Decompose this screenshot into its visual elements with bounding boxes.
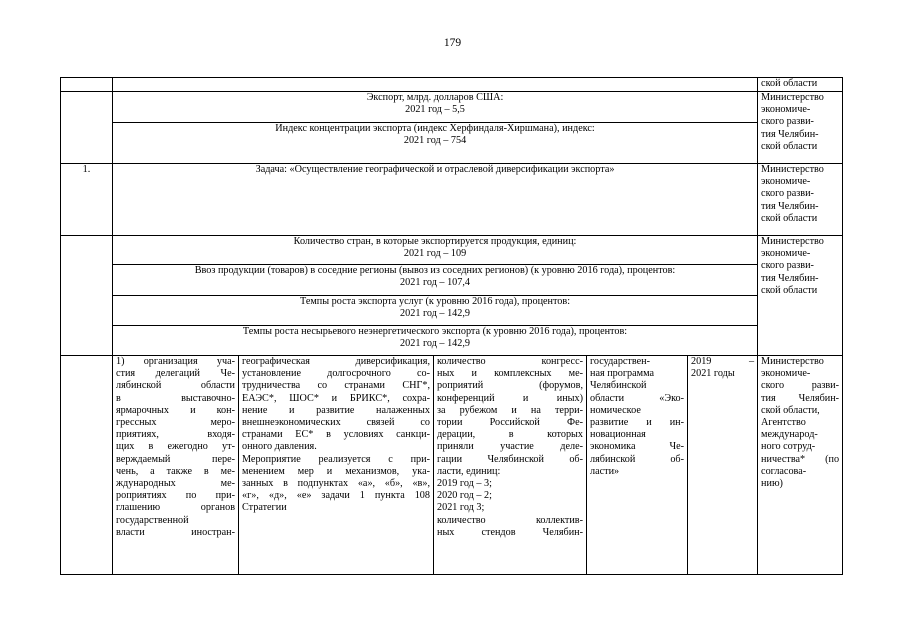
- indicator-label: Количество стран, в которые экспортируется продукция, единиц:: [293, 236, 577, 247]
- indicator-value: 2021 год – 142,9: [400, 338, 470, 350]
- indicator-label: Темпы роста экспорта услуг (к уровню 2016 года), процентов:: [299, 296, 571, 307]
- text-line: грессных меро-: [116, 417, 235, 429]
- indicator-cell: [113, 296, 758, 326]
- top-right-text: ской области: [761, 78, 818, 89]
- indicator-value: 2021 год – 142,9: [400, 308, 470, 320]
- text-line: щих в ежегодно ут-: [116, 441, 235, 453]
- text-line: ЕАЭС*, ШОС* и БРИКС*, сохра-: [242, 392, 430, 404]
- text-line: ничества* (по: [761, 453, 840, 465]
- ministry-line: экономиче-: [761, 248, 811, 260]
- ministry-line: ского разви-: [761, 188, 814, 200]
- text-line: конференций и иных): [437, 392, 583, 404]
- measure-period: [688, 356, 758, 575]
- text-line: Агентство: [761, 417, 806, 429]
- table-row: [61, 78, 843, 92]
- text-line: лябинской области: [116, 380, 235, 392]
- text-line: Челябинской: [590, 380, 647, 392]
- text-line: развитие и ин-: [590, 417, 684, 429]
- text-line: 2021 год 3;: [437, 502, 485, 514]
- text-line: в выставочно-: [116, 392, 235, 404]
- table-cell: [113, 78, 758, 92]
- text-line: странами ЕС* в условиях санкци-: [242, 429, 430, 441]
- strategy-table: [60, 77, 843, 575]
- text-line: тории Российской Фе-: [437, 417, 583, 429]
- text-line: 1) организация уча-: [116, 356, 235, 367]
- text-line: власти иностран-: [116, 526, 235, 538]
- table-row: [61, 356, 843, 575]
- text-line: приняли участие деле-: [437, 441, 583, 453]
- indicator-value: 2021 год – 109: [403, 248, 467, 260]
- table-row: [61, 123, 843, 164]
- text-line: ского разви-: [761, 380, 840, 392]
- ministry-line: тия Челябин-: [761, 272, 819, 284]
- table-row: [61, 92, 843, 123]
- table-cell: [61, 356, 113, 575]
- text-line: ных и комплексных ме-: [437, 368, 583, 380]
- text-line: номическое: [590, 404, 641, 416]
- measure-name: [113, 356, 239, 575]
- table-row: [61, 326, 843, 356]
- text-line: ласти»: [590, 465, 620, 477]
- ministry-line: ской области: [761, 212, 818, 224]
- table-row: [61, 236, 843, 265]
- text-line: ных стендов Челябин-: [437, 526, 583, 538]
- measure-indicator: [434, 356, 587, 575]
- text-line: ного сотруд-: [761, 441, 816, 453]
- text-line: чень, а также в ме-: [116, 465, 235, 477]
- table-row: [61, 296, 843, 326]
- task-text: Задача: «Осуществление географической и отраслевой диверсификации экспорта»: [113, 164, 758, 236]
- text-line: стия делегаций Че-: [116, 368, 235, 380]
- text-line: 2020 год – 2;: [437, 490, 492, 502]
- text-line: онного давления.: [242, 441, 317, 453]
- text-line: нение и развитие налаженных: [242, 404, 430, 416]
- text-line: количество конгресс-: [437, 356, 583, 367]
- text-line: менением мер и механизмов, ука-: [242, 465, 430, 477]
- text-line: Стратегии: [242, 502, 287, 514]
- export-label: Экспорт, млрд. долларов США:: [366, 92, 504, 103]
- text-line: нию): [761, 478, 783, 490]
- ministry-cell: [758, 236, 843, 356]
- text-line: ской области,: [761, 404, 820, 416]
- indicator-value: 2021 год – 107,4: [400, 277, 470, 289]
- ministry-line: Министерство: [761, 92, 824, 103]
- text-line: области «Эко-: [590, 392, 684, 404]
- measure-description: [239, 356, 434, 575]
- task-number: 1.: [61, 164, 113, 236]
- export-value: 2021 год – 5,5: [405, 104, 465, 116]
- ministry-line: Министерство: [761, 164, 824, 175]
- text-line: Мероприятие реализуется с при-: [242, 453, 430, 465]
- text-line: ярмарочных и кон-: [116, 404, 235, 416]
- table-cell: [61, 78, 113, 92]
- text-line: гации Челябинской об-: [437, 453, 583, 465]
- text-line: роприятиях по при-: [116, 490, 235, 502]
- text-line: 2019 –: [691, 356, 755, 367]
- ministry-line: тия Челябин-: [761, 200, 819, 212]
- text-line: экономика Че-: [590, 441, 684, 453]
- text-line: лябинской об-: [590, 453, 684, 465]
- indicator-label: Ввоз продукции (товаров) в соседние регионы (вывоз из соседних регионов) (к уровню 2016 года), процентов:: [194, 265, 676, 276]
- text-line: 2019 год – 3;: [437, 478, 492, 490]
- ministry-cell: [758, 92, 843, 164]
- text-line: установление долгосрочного со-: [242, 368, 430, 380]
- text-line: 2021 годы: [691, 368, 735, 380]
- indicator-cell: [113, 236, 758, 265]
- text-line: ласти, единиц:: [437, 465, 501, 477]
- text-line: роприятий (форумов,: [437, 380, 583, 392]
- text-line: государственной: [116, 514, 189, 526]
- hhi-value: 2021 год – 754: [403, 135, 467, 147]
- ministry-line: экономиче-: [761, 104, 811, 116]
- text-line: трудничества со странами СНГ*,: [242, 380, 430, 392]
- ministry-line: ского разви-: [761, 260, 814, 272]
- text-line: тия Челябин-: [761, 392, 840, 404]
- ministry-line: ского разви-: [761, 116, 814, 128]
- ministry-line: ской области: [761, 284, 818, 296]
- hhi-label: Индекс концентрации экспорта (индекс Херфиндаля-Хиршмана), индекс:: [275, 123, 595, 134]
- text-line: дерации, в которых: [437, 429, 583, 441]
- text-line: количество коллектив-: [437, 514, 583, 526]
- text-line: глашению органов: [116, 502, 235, 514]
- text-line: занных в подпунктах «а», «б», «в»,: [242, 478, 430, 490]
- text-line: государствен-: [590, 356, 650, 367]
- text-line: верждаемый пере-: [116, 453, 235, 465]
- text-line: внешнеэкономических связей со: [242, 417, 430, 429]
- text-line: «г», «д», «е» задачи 1 пункта 108: [242, 490, 430, 502]
- ministry-line: ской области: [761, 140, 818, 152]
- table-cell: [61, 236, 113, 356]
- text-line: за рубежом и на терри-: [437, 404, 583, 416]
- indicator-cell: [113, 123, 758, 164]
- text-line: Министерство: [761, 356, 824, 367]
- table-row: [61, 265, 843, 296]
- indicator-cell: [113, 265, 758, 296]
- ministry-line: тия Челябин-: [761, 128, 819, 140]
- text-line: приятиях, входя-: [116, 429, 235, 441]
- page-number: 179: [443, 37, 462, 49]
- ministry-cell: [758, 164, 843, 236]
- ministry-cell: [758, 78, 843, 92]
- measure-executor: [758, 356, 843, 575]
- indicator-cell: [113, 92, 758, 123]
- ministry-line: экономиче-: [761, 176, 811, 188]
- indicator-cell: [113, 326, 758, 356]
- text-line: экономиче-: [761, 368, 811, 380]
- table-row: [61, 164, 843, 236]
- table-cell: [61, 92, 113, 164]
- text-line: ждународных ме-: [116, 478, 235, 490]
- measure-program: [587, 356, 688, 575]
- ministry-line: Министерство: [761, 236, 824, 247]
- text-line: международ-: [761, 429, 818, 441]
- text-line: новационная: [590, 429, 646, 441]
- text-line: ная программа: [590, 368, 654, 380]
- text-line: согласова-: [761, 465, 807, 477]
- indicator-label: Темпы роста несырьевого неэнергетического экспорта (к уровню 2016 года), процентов:: [242, 326, 628, 337]
- text-line: географическая диверсификация,: [242, 356, 430, 367]
